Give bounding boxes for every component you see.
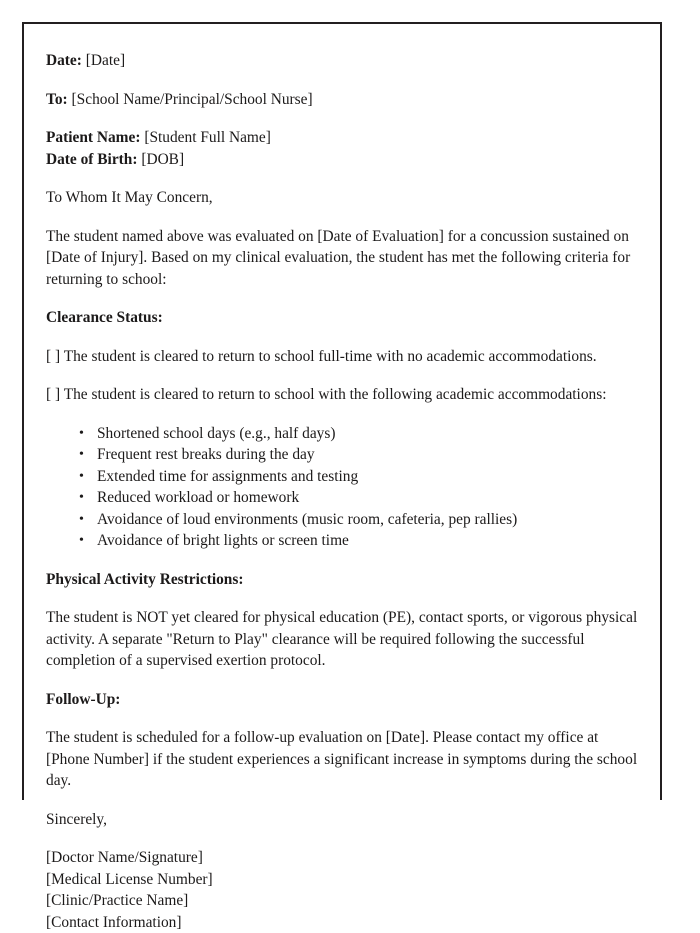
signature-doctor-name: [Doctor Name/Signature] [46,847,642,869]
salutation: To Whom It May Concern, [46,187,642,209]
signature-license-number: [Medical License Number] [46,869,642,891]
list-item: • Avoidance of bright lights or screen time [97,530,642,552]
clearance-option-full-time[interactable] [46,346,642,368]
follow-up-paragraph: The student is scheduled for a follow-up evaluation on [Date]. Please contact my office at [Phone Number] if the student experiences a significant increase in symptoms during the school day. [46,727,642,792]
list-item: • Extended time for assignments and testing [97,466,642,488]
field-dob [46,149,642,171]
field-patient-name-label: Patient Name: [46,129,140,146]
field-patient-name [46,127,642,149]
clearance-option-full-time-label: The student is cleared to return to school full-time with no academic accommodations. [64,348,597,365]
field-to-label: To: [46,91,68,108]
clearance-option-with-accommodations-label: The student is cleared to return to school with the following academic accommodations: [64,386,607,403]
clearance-status-heading: Clearance Status: [46,307,642,329]
checkbox-icon[interactable]: [ ] [46,348,60,365]
closing: Sincerely, [46,809,642,831]
physical-activity-paragraph: The student is NOT yet cleared for physical education (PE), contact sports, or vigorous physical activity. A separate "Return to Play" clearance will be required following the successful completion of a supervised exertion protocol. [46,607,642,672]
accommodations-list [46,423,642,552]
signature-contact-info: [Contact Information] [46,912,642,933]
field-dob-value: [DOB] [141,151,184,168]
signature-clinic-name: [Clinic/Practice Name] [46,890,642,912]
document-body [46,50,642,933]
list-item: • Reduced workload or homework [97,487,642,509]
patient-identity-block [46,127,642,170]
field-to [46,89,642,111]
intro-paragraph: The student named above was evaluated on [Date of Evaluation] for a concussion sustained on [Date of Injury]. Based on my clinical evaluation, the student has met the following criteria for returning to school: [46,226,642,291]
list-item: • Shortened school days (e.g., half days) [97,423,642,445]
field-dob-label: Date of Birth: [46,151,137,168]
list-item: • Frequent rest breaks during the day [97,444,642,466]
checkbox-icon[interactable]: [ ] [46,386,60,403]
field-date-label: Date: [46,52,82,69]
follow-up-heading: Follow-Up: [46,689,642,711]
document-page-frame [22,22,662,800]
list-item: • Avoidance of loud environments (music room, cafeteria, pep rallies) [97,509,642,531]
field-to-value: [School Name/Principal/School Nurse] [72,91,313,108]
field-date [46,50,642,72]
clearance-option-with-accommodations[interactable] [46,384,642,406]
field-date-value: [Date] [86,52,125,69]
signature-block [46,847,642,933]
physical-activity-heading: Physical Activity Restrictions: [46,569,642,591]
field-patient-name-value: [Student Full Name] [144,129,271,146]
